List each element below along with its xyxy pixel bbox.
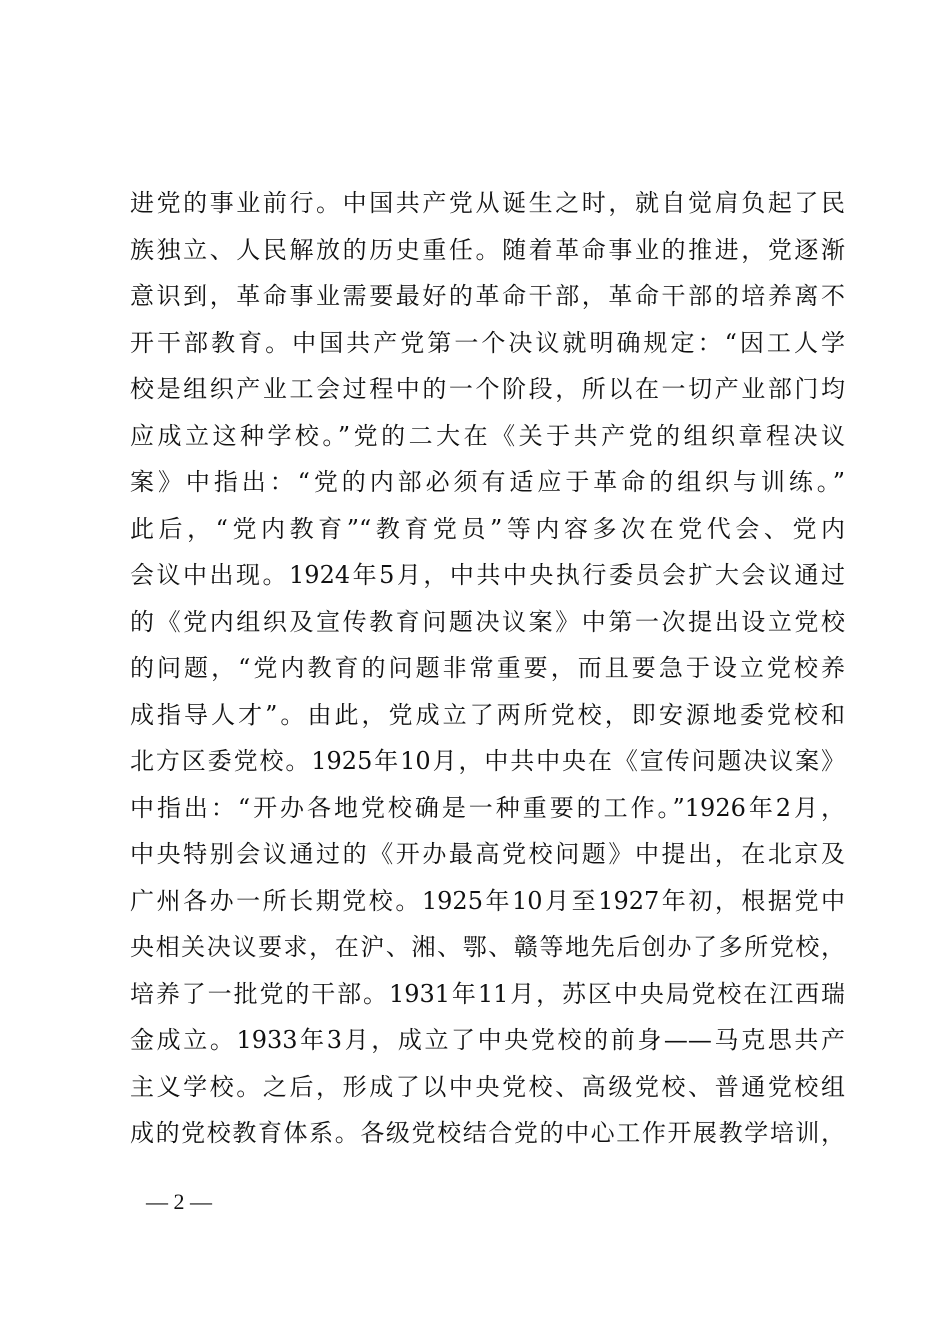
text-line: 央相关决议要求，在沪、湘、鄂、赣等地先后创办了多所党校， xyxy=(130,933,845,961)
text-line: 的《党内组织及宣传教育问题决议案》中第一次提出设立党校 xyxy=(130,607,845,636)
text-line: 会议中出现。1924年5月，中共中央执行委员会扩大会议通过 xyxy=(130,561,845,589)
text-line: 开干部教育。中国共产党第一个决议就明确规定：“因工人学 xyxy=(130,328,845,357)
page-number: — 2 — xyxy=(146,1189,212,1214)
text-line: 进党的事业前行。中国共产党从诞生之时，就自觉肩负起了民 xyxy=(130,189,845,217)
text-line: 案》中指出：“党的内部必须有适应于革命的组织与训练。” xyxy=(130,468,845,496)
text-line: 的问题，“党内教育的问题非常重要，而且要急于设立党校养 xyxy=(130,654,845,682)
text-line: 族独立、人民解放的历史重任。随着革命事业的推进，党逐渐 xyxy=(130,235,845,264)
body-text xyxy=(130,180,845,1157)
text-line: 此后，“党内教育”“教育党员”等内容多次在党代会、党内 xyxy=(130,514,845,543)
text-line: 北方区委党校。1925年10月，中共中央在《宣传问题决议案》 xyxy=(130,747,845,775)
text-line: 校是组织产业工会过程中的一个阶段，所以在一切产业部门均 xyxy=(130,375,845,403)
text-line: 广州各办一所长期党校。1925年10月至1927年初，根据党中 xyxy=(130,886,845,915)
text-line: 成的党校教育体系。各级党校结合党的中心工作开展教学培训， xyxy=(130,1119,845,1147)
text-line: 意识到，革命事业需要最好的革命干部，革命干部的培养离不 xyxy=(130,282,845,310)
text-line: 中央特别会议通过的《开办最高党校问题》中提出，在北京及 xyxy=(130,840,845,868)
text-line: 应成立这种学校。”党的二大在《关于共产党的组织章程决议 xyxy=(130,421,845,450)
text-line: 成指导人才”。由此，党成立了两所党校，即安源地委党校和 xyxy=(130,700,845,729)
text-line: 中指出：“开办各地党校确是一种重要的工作。”1926年2月， xyxy=(130,793,845,822)
text-line: 培养了一批党的干部。1931年11月，苏区中央局党校在江西瑞 xyxy=(130,979,845,1008)
text-line: 金成立。1933年3月，成立了中央党校的前身——马克思共产 xyxy=(130,1026,845,1054)
text-line: 主义学校。之后，形成了以中央党校、高级党校、普通党校组 xyxy=(130,1072,845,1101)
